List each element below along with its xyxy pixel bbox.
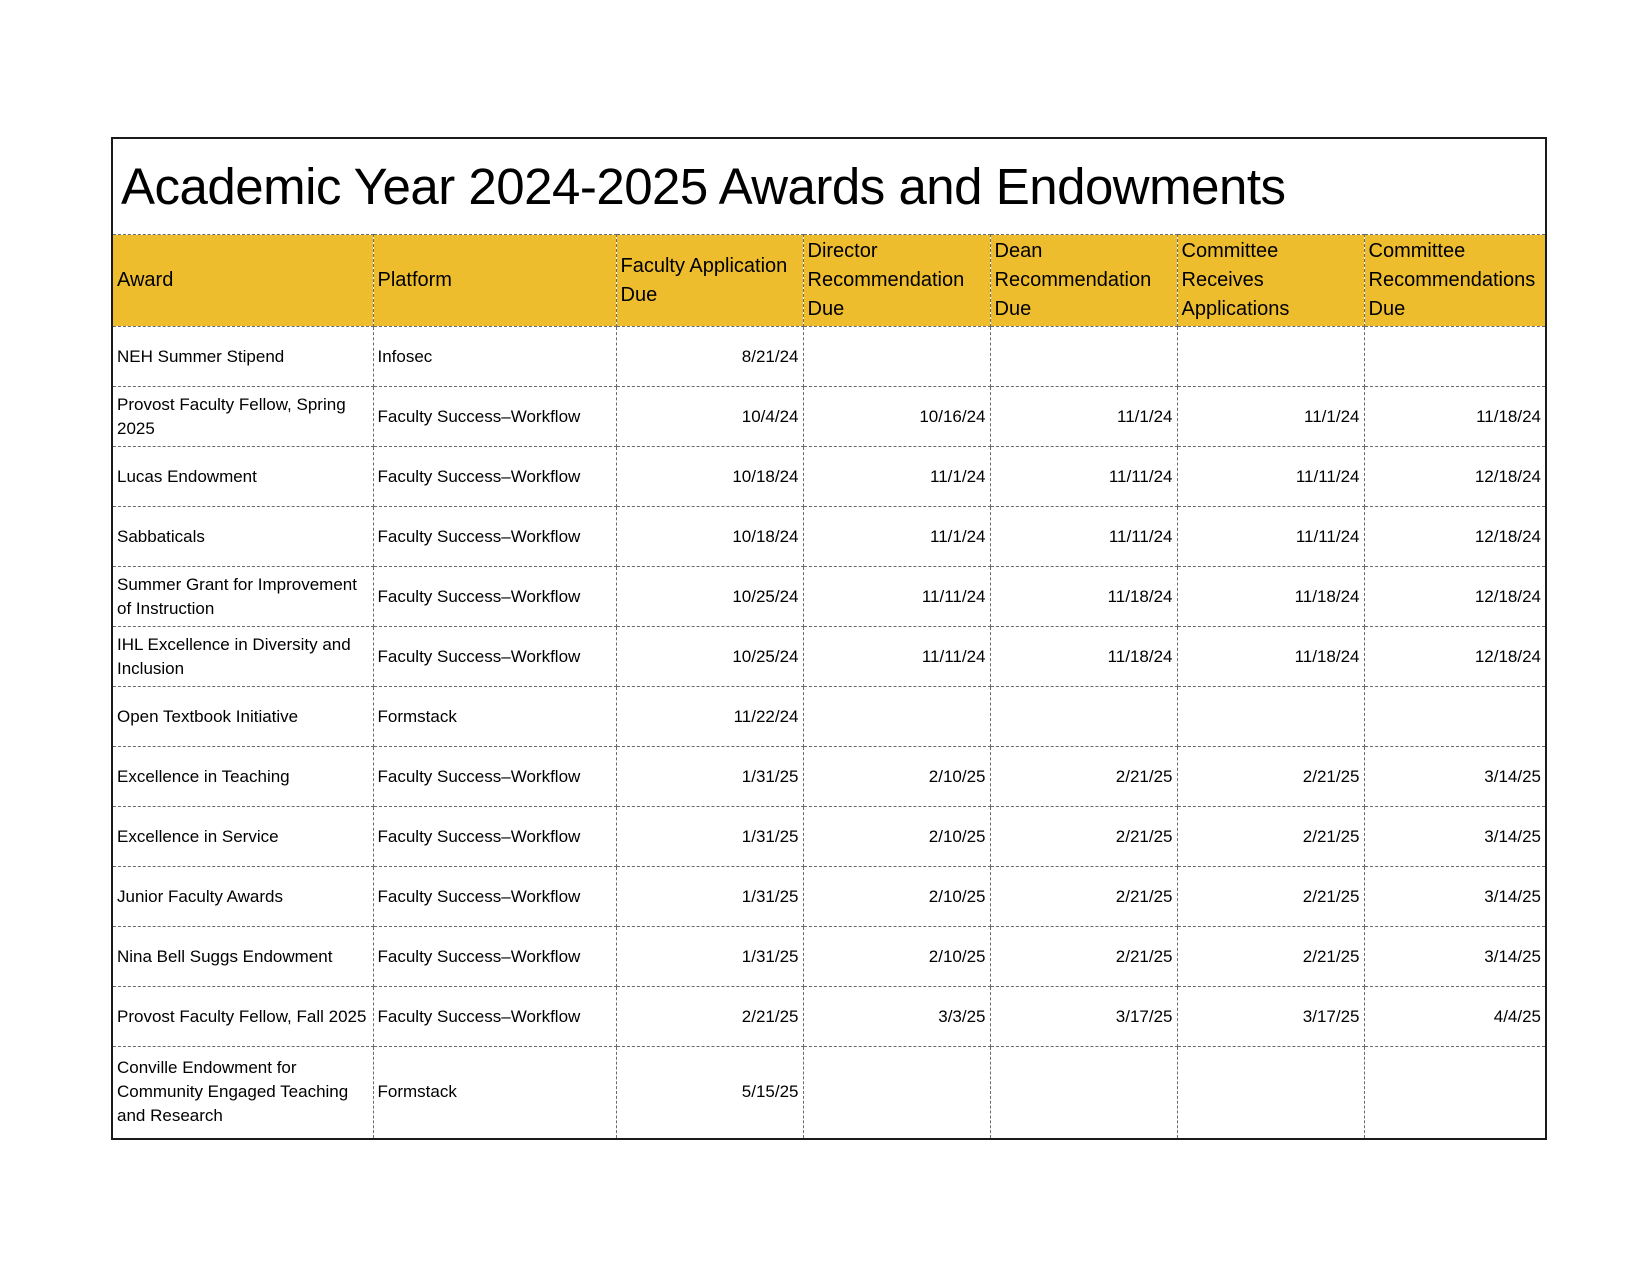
faculty-application-due-cell: 10/18/24 <box>616 447 803 507</box>
director-recommendation-due-cell: 2/10/25 <box>803 867 990 927</box>
director-recommendation-due-cell: 11/1/24 <box>803 507 990 567</box>
column-header-platform: Platform <box>373 235 616 327</box>
award-cell: Open Textbook Initiative <box>113 687 373 747</box>
platform-cell: Faculty Success–Workflow <box>373 387 616 447</box>
platform-cell: Faculty Success–Workflow <box>373 567 616 627</box>
award-cell: Lucas Endowment <box>113 447 373 507</box>
platform-cell: Faculty Success–Workflow <box>373 627 616 687</box>
committee-recommendations-due-cell: 12/18/24 <box>1364 567 1545 627</box>
committee-receives-applications-cell: 2/21/25 <box>1177 927 1364 987</box>
dean-recommendation-due-cell: 11/11/24 <box>990 507 1177 567</box>
column-header-committee-receives-applications: Committee Receives Applications <box>1177 235 1364 327</box>
platform-cell: Formstack <box>373 687 616 747</box>
table-row <box>113 567 1545 627</box>
committee-recommendations-due-cell: 12/18/24 <box>1364 627 1545 687</box>
award-cell: IHL Excellence in Diversity and Inclusion <box>113 627 373 687</box>
dean-recommendation-due-cell: 11/18/24 <box>990 567 1177 627</box>
faculty-application-due-cell: 1/31/25 <box>616 747 803 807</box>
committee-receives-applications-cell: 2/21/25 <box>1177 747 1364 807</box>
dean-recommendation-due-cell: 2/21/25 <box>990 867 1177 927</box>
dean-recommendation-due-cell: 11/1/24 <box>990 387 1177 447</box>
column-header-director-recommendation-due: Director Recommendation Due <box>803 235 990 327</box>
director-recommendation-due-cell: 11/11/24 <box>803 627 990 687</box>
table-row <box>113 987 1545 1047</box>
award-cell: Provost Faculty Fellow, Spring 2025 <box>113 387 373 447</box>
table-row <box>113 627 1545 687</box>
award-cell: NEH Summer Stipend <box>113 327 373 387</box>
award-cell: Excellence in Teaching <box>113 747 373 807</box>
column-header-dean-recommendation-due: Dean Recommendation Due <box>990 235 1177 327</box>
faculty-application-due-cell: 1/31/25 <box>616 807 803 867</box>
platform-cell: Faculty Success–Workflow <box>373 447 616 507</box>
dean-recommendation-due-cell: 11/11/24 <box>990 447 1177 507</box>
faculty-application-due-cell: 2/21/25 <box>616 987 803 1047</box>
director-recommendation-due-cell <box>803 687 990 747</box>
faculty-application-due-cell: 10/18/24 <box>616 507 803 567</box>
committee-receives-applications-cell: 11/11/24 <box>1177 507 1364 567</box>
faculty-application-due-cell: 11/22/24 <box>616 687 803 747</box>
table-row <box>113 747 1545 807</box>
director-recommendation-due-cell <box>803 327 990 387</box>
committee-receives-applications-cell: 2/21/25 <box>1177 807 1364 867</box>
director-recommendation-due-cell: 3/3/25 <box>803 987 990 1047</box>
faculty-application-due-cell: 10/25/24 <box>616 627 803 687</box>
faculty-application-due-cell: 5/15/25 <box>616 1047 803 1138</box>
committee-recommendations-due-cell: 12/18/24 <box>1364 507 1545 567</box>
platform-cell: Faculty Success–Workflow <box>373 927 616 987</box>
dean-recommendation-due-cell <box>990 327 1177 387</box>
award-cell: Nina Bell Suggs Endowment <box>113 927 373 987</box>
committee-receives-applications-cell: 11/18/24 <box>1177 627 1364 687</box>
dean-recommendation-due-cell: 3/17/25 <box>990 987 1177 1047</box>
faculty-application-due-cell: 1/31/25 <box>616 867 803 927</box>
committee-receives-applications-cell <box>1177 687 1364 747</box>
dean-recommendation-due-cell <box>990 1047 1177 1138</box>
awards-spreadsheet <box>111 137 1547 1140</box>
dean-recommendation-due-cell: 11/18/24 <box>990 627 1177 687</box>
director-recommendation-due-cell: 10/16/24 <box>803 387 990 447</box>
award-cell: Conville Endowment for Community Engaged Teaching and Research <box>113 1047 373 1138</box>
award-cell: Provost Faculty Fellow, Fall 2025 <box>113 987 373 1047</box>
table-row <box>113 927 1545 987</box>
awards-table <box>113 234 1545 1138</box>
committee-recommendations-due-cell: 11/18/24 <box>1364 387 1545 447</box>
committee-recommendations-due-cell: 12/18/24 <box>1364 447 1545 507</box>
dean-recommendation-due-cell: 2/21/25 <box>990 747 1177 807</box>
committee-receives-applications-cell: 3/17/25 <box>1177 987 1364 1047</box>
platform-cell: Infosec <box>373 327 616 387</box>
table-row <box>113 687 1545 747</box>
director-recommendation-due-cell: 11/1/24 <box>803 447 990 507</box>
committee-recommendations-due-cell: 4/4/25 <box>1364 987 1545 1047</box>
title-row <box>113 139 1545 234</box>
committee-recommendations-due-cell: 3/14/25 <box>1364 927 1545 987</box>
platform-cell: Faculty Success–Workflow <box>373 747 616 807</box>
platform-cell: Faculty Success–Workflow <box>373 987 616 1047</box>
committee-receives-applications-cell: 2/21/25 <box>1177 867 1364 927</box>
committee-recommendations-due-cell <box>1364 327 1545 387</box>
committee-receives-applications-cell: 11/1/24 <box>1177 387 1364 447</box>
header-row <box>113 235 1545 327</box>
faculty-application-due-cell: 10/4/24 <box>616 387 803 447</box>
table-row <box>113 807 1545 867</box>
director-recommendation-due-cell: 2/10/25 <box>803 927 990 987</box>
faculty-application-due-cell: 8/21/24 <box>616 327 803 387</box>
committee-recommendations-due-cell <box>1364 1047 1545 1138</box>
director-recommendation-due-cell: 11/11/24 <box>803 567 990 627</box>
award-cell: Junior Faculty Awards <box>113 867 373 927</box>
table-row <box>113 447 1545 507</box>
award-cell: Excellence in Service <box>113 807 373 867</box>
table-row <box>113 1047 1545 1138</box>
committee-recommendations-due-cell: 3/14/25 <box>1364 747 1545 807</box>
committee-recommendations-due-cell: 3/14/25 <box>1364 807 1545 867</box>
page-title: Academic Year 2024-2025 Awards and Endowments <box>121 158 1286 215</box>
table-body <box>113 327 1545 1138</box>
platform-cell: Faculty Success–Workflow <box>373 867 616 927</box>
director-recommendation-due-cell: 2/10/25 <box>803 747 990 807</box>
table-row <box>113 867 1545 927</box>
table-row <box>113 387 1545 447</box>
column-header-faculty-application-due: Faculty Application Due <box>616 235 803 327</box>
dean-recommendation-due-cell: 2/21/25 <box>990 927 1177 987</box>
faculty-application-due-cell: 10/25/24 <box>616 567 803 627</box>
table-row <box>113 507 1545 567</box>
table-row <box>113 327 1545 387</box>
dean-recommendation-due-cell <box>990 687 1177 747</box>
committee-receives-applications-cell <box>1177 1047 1364 1138</box>
committee-receives-applications-cell: 11/18/24 <box>1177 567 1364 627</box>
committee-recommendations-due-cell: 3/14/25 <box>1364 867 1545 927</box>
platform-cell: Faculty Success–Workflow <box>373 807 616 867</box>
platform-cell: Formstack <box>373 1047 616 1138</box>
dean-recommendation-due-cell: 2/21/25 <box>990 807 1177 867</box>
faculty-application-due-cell: 1/31/25 <box>616 927 803 987</box>
committee-receives-applications-cell <box>1177 327 1364 387</box>
column-header-award: Award <box>113 235 373 327</box>
column-header-committee-recommendations-due: Committee Recommendations Due <box>1364 235 1545 327</box>
director-recommendation-due-cell <box>803 1047 990 1138</box>
committee-recommendations-due-cell <box>1364 687 1545 747</box>
platform-cell: Faculty Success–Workflow <box>373 507 616 567</box>
award-cell: Summer Grant for Improvement of Instruction <box>113 567 373 627</box>
committee-receives-applications-cell: 11/11/24 <box>1177 447 1364 507</box>
award-cell: Sabbaticals <box>113 507 373 567</box>
director-recommendation-due-cell: 2/10/25 <box>803 807 990 867</box>
